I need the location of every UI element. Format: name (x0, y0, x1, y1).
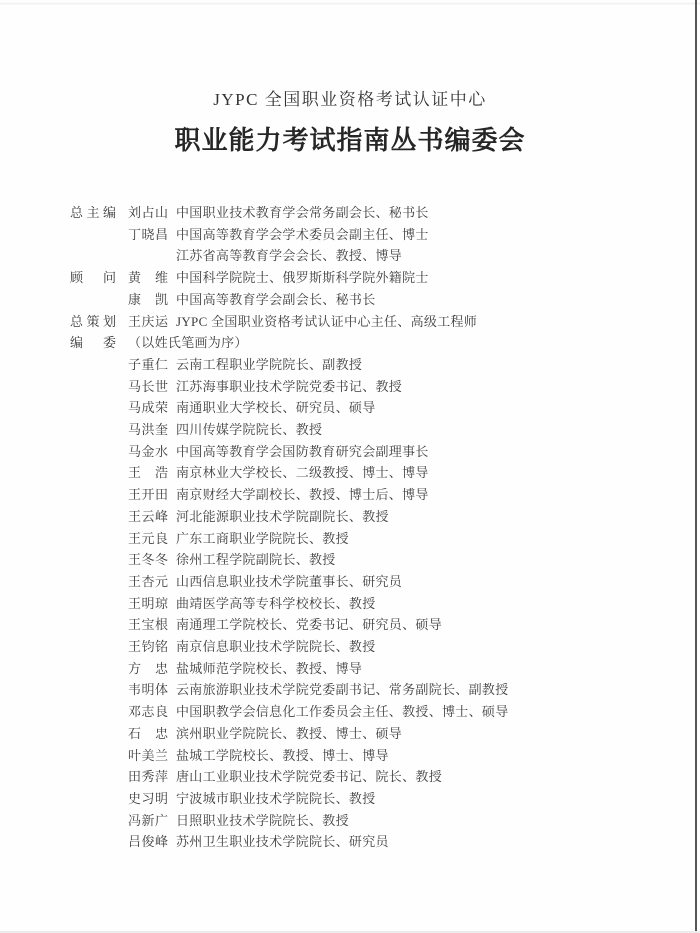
role-label: 总策划 (70, 313, 116, 329)
member-name: 王开田 (128, 487, 168, 503)
committee-row (70, 679, 670, 701)
role-label: 总主编 (70, 205, 116, 220)
committee-row (70, 484, 670, 506)
member-desc: 中国科学院院士、俄罗斯斯科学院外籍院士 (176, 270, 429, 286)
member-note: （以姓氏笔画为序） (128, 335, 248, 351)
member-name: 王明琼 (128, 595, 168, 611)
committee-row (70, 354, 670, 376)
member-name: 王浩 (128, 465, 168, 481)
member-name: 王庆运 (128, 313, 168, 329)
member-desc: 徐州工程学院副院长、教授 (176, 552, 336, 568)
member-desc: 日照职业技术学院院长、教授 (176, 812, 349, 828)
member-desc: 广东工商职业学院院长、教授 (176, 530, 349, 546)
member-name: 马长世 (128, 378, 168, 394)
committee-rows (0, 202, 700, 853)
scan-edge-top (0, 2, 700, 5)
committee-row (70, 571, 670, 593)
center-title: JYPC 全国职业资格考试认证中心 (213, 90, 487, 109)
member-desc: JYPC 全国职业资格考试认证中心主任、高级工程师 (176, 313, 478, 329)
member-desc: 南京林业大学校长、二级教授、博士、博导 (176, 465, 429, 481)
committee-row (70, 766, 670, 788)
committee-row (70, 311, 670, 333)
scan-edge-right (695, 0, 697, 933)
member-name: 史习明 (128, 790, 168, 806)
committee-row (70, 441, 670, 463)
member-desc: 江苏海事职业技术学院党委书记、教授 (176, 378, 403, 394)
committee-row (70, 614, 670, 636)
committee-row (70, 831, 670, 853)
member-desc: 南通理工学院校长、党委书记、研究员、硕导 (176, 617, 443, 633)
member-name: 田秀萍 (128, 769, 168, 785)
member-desc: 云南旅游职业技术学院党委副书记、常务副院长、副教授 (176, 682, 509, 698)
member-desc: 四川传媒学院院长、教授 (176, 422, 323, 438)
committee-row (70, 593, 670, 615)
committee-row (70, 224, 670, 246)
member-desc: 江苏省高等教育学会会长、教授、博导 (176, 248, 403, 264)
member-desc: 云南工程职业学院院长、副教授 (176, 356, 363, 372)
member-desc: 盐城工学院校长、教授、博士、博导 (176, 747, 389, 763)
member-name: 韦明体 (128, 682, 168, 698)
committee-row (70, 528, 670, 550)
member-desc: 苏州卫生职业技术学院院长、研究员 (176, 834, 389, 850)
committee-row (70, 506, 670, 528)
member-desc: 滨州职业学院院长、教授、博士、硕导 (176, 725, 403, 741)
member-desc: 中国高等教育学会学术委员会副主任、博士 (176, 226, 429, 242)
member-desc: 南通职业大学校长、研究员、硕导 (176, 400, 376, 416)
member-name: 王宝根 (128, 617, 168, 633)
series-committee-title: 职业能力考试指南丛书编委会 (174, 126, 526, 155)
member-desc: 曲靖医学高等专科学校校长、教授 (176, 595, 376, 611)
member-desc: 中国高等教育学会国防教育研究会副理事长 (176, 443, 429, 459)
committee-row (70, 419, 670, 441)
member-name: 马成荣 (128, 400, 168, 416)
member-desc: 盐城师范学院校长、教授、博导 (176, 660, 363, 676)
member-name: 丁晓昌 (128, 226, 168, 242)
committee-row (70, 745, 670, 767)
member-name: 方忠 (128, 660, 168, 676)
committee-row (70, 788, 670, 810)
member-desc: 中国职教学会信息化工作委员会主任、教授、博士、硕导 (176, 704, 509, 720)
member-name: 黄维 (128, 270, 168, 286)
committee-row (70, 332, 670, 354)
committee-row (70, 549, 670, 571)
member-name: 马洪奎 (128, 422, 168, 438)
committee-row (70, 723, 670, 745)
member-desc: 唐山工业职业技术学院党委书记、院长、教授 (176, 769, 443, 785)
member-name: 吕俊峰 (128, 834, 168, 850)
member-desc: 南京信息职业技术学院院长、教授 (176, 639, 376, 655)
committee-row (70, 397, 670, 419)
member-name: 康凯 (128, 291, 168, 307)
committee-row (70, 658, 670, 680)
member-name: 刘占山 (128, 205, 168, 220)
member-desc: 宁波城市职业技术学院院长、教授 (176, 790, 376, 806)
committee-row (70, 245, 670, 267)
committee-row (70, 810, 670, 832)
committee-row (70, 376, 670, 398)
committee-row (70, 267, 670, 289)
member-name: 叶美兰 (128, 747, 168, 763)
member-name: 王钧铭 (128, 639, 168, 655)
member-desc: 山西信息职业技术学院董事长、研究员 (176, 573, 403, 589)
role-label: 编委 (70, 335, 116, 351)
role-label: 顾问 (70, 270, 116, 286)
member-desc: 中国职业技术教育学会常务副会长、秘书长 (176, 205, 429, 220)
member-name: 邓志良 (128, 704, 168, 720)
committee-row (70, 701, 670, 723)
member-name: 冯新广 (128, 812, 168, 828)
committee-row (70, 636, 670, 658)
member-name: 王元良 (128, 530, 168, 546)
committee-row (70, 202, 670, 224)
committee-row (70, 462, 670, 484)
member-name: 王冬冬 (128, 552, 168, 568)
member-desc: 南京财经大学副校长、教授、博士后、博导 (176, 487, 429, 503)
member-name: 马金水 (128, 443, 168, 459)
member-name: 子重仁 (128, 356, 168, 372)
member-name: 王杏元 (128, 573, 168, 589)
member-desc: 中国高等教育学会副会长、秘书长 (176, 291, 376, 307)
member-name: 王云峰 (128, 508, 168, 524)
member-desc: 河北能源职业技术学院副院长、教授 (176, 508, 389, 524)
member-name: 石忠 (128, 725, 168, 741)
committee-row (70, 289, 670, 311)
